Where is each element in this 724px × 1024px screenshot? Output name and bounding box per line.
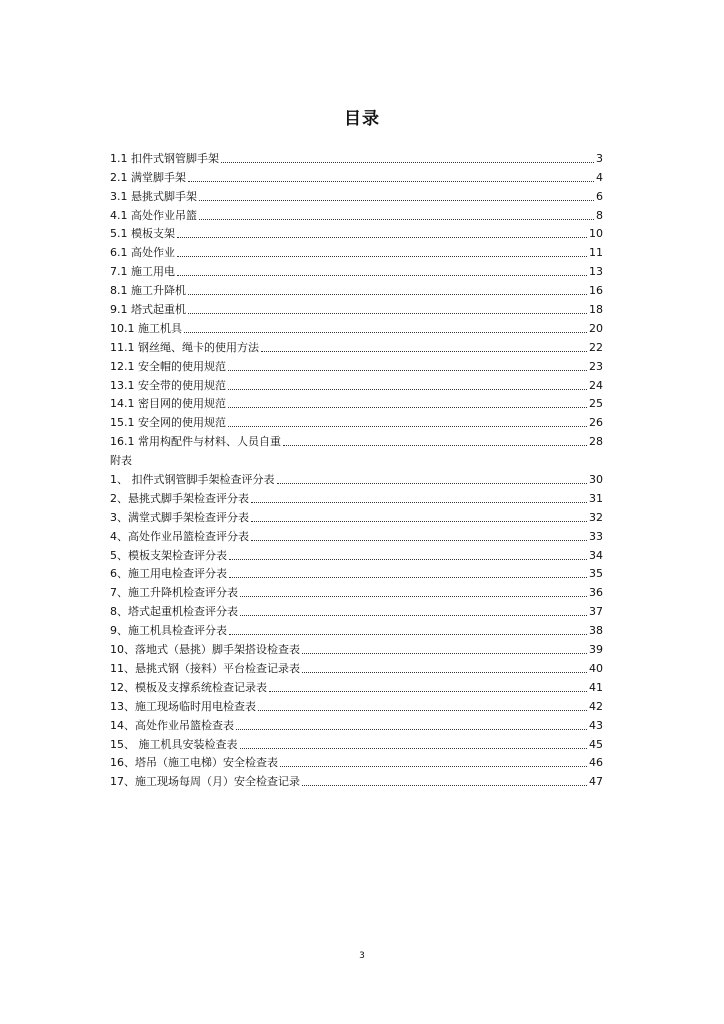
toc-entry[interactable] [110,544,603,563]
toc-leader-dots [258,709,587,711]
toc-leader-dots [229,558,587,560]
toc-entry[interactable] [110,430,603,449]
toc-leader-dots [229,576,587,578]
toc-leader-dots [177,255,587,257]
toc-entry-title: 12.1 安全帽的使用规范 [110,359,226,373]
toc-entry-title: 15、 施工机具安装检查表 [110,737,238,751]
toc-entry-title: 9、施工机具检查评分表 [110,624,227,638]
toc-entry-page: 42 [589,699,603,713]
toc-entry-title: 1.1 扣件式钢管脚手架 [110,151,219,165]
toc-entry[interactable] [110,563,603,582]
toc-entry-title: 4、高处作业吊篮检查评分表 [110,529,249,543]
toc-leader-dots [251,501,587,503]
toc-leader-dots [228,425,587,427]
toc-entry[interactable] [110,752,603,771]
toc-entry-title: 10.1 施工机具 [110,321,182,335]
toc-entry-title: 6、施工用电检查评分表 [110,567,227,581]
toc-entry-title: 16、塔吊（施工电梯）安全检查表 [110,756,278,770]
toc-entry[interactable] [110,298,603,317]
toc-entry-title: 5、模板支架检查评分表 [110,548,227,562]
toc-leader-dots [277,482,588,484]
toc-entry-page: 26 [589,416,603,430]
toc-entry[interactable] [110,336,603,355]
toc-leader-dots [228,388,587,390]
toc-leader-dots [184,331,587,333]
toc-entry-title: 14、高处作业吊篮检查表 [110,718,234,732]
toc-entry[interactable] [110,525,603,544]
toc-entry-title: 12、模板及支撑系统检查记录表 [110,680,267,694]
toc-entry-page: 33 [589,529,603,543]
toc-entry-title: 5.1 模板支架 [110,227,175,241]
toc-entry-page: 13 [589,265,603,279]
toc-entry[interactable] [110,317,603,336]
toc-entry-page: 11 [589,246,603,260]
toc-entry-title: 13.1 安全带的使用规范 [110,378,226,392]
toc-leader-dots [188,312,587,314]
toc-entry-title: 11.1 钢丝绳、绳卡的使用方法 [110,340,259,354]
toc-entry[interactable] [110,487,603,506]
toc-entry-page: 39 [589,643,603,657]
toc-entry[interactable] [110,714,603,733]
toc-entry-page: 24 [589,378,603,392]
toc-title: 目录 [344,109,380,129]
toc-entry-title: 3.1 悬挑式脚手架 [110,189,197,203]
toc-entry-page: 31 [589,491,603,505]
toc-leader-dots [302,652,587,654]
toc-entry-page: 46 [589,756,603,770]
table-of-contents [110,147,603,789]
toc-entry-title: 8.1 施工升降机 [110,284,186,298]
toc-entry-page: 3 [596,151,603,165]
toc-leader-dots [221,161,594,163]
toc-entry[interactable] [110,185,603,204]
toc-entry[interactable] [110,695,603,714]
toc-entry-page: 32 [589,510,603,524]
toc-entry-title: 4.1 高处作业吊篮 [110,208,197,222]
toc-entry-page: 23 [589,359,603,373]
toc-entry-title: 13、施工现场临时用电检查表 [110,699,256,713]
toc-entry-title: 7、施工升降机检查评分表 [110,586,238,600]
toc-entry[interactable] [110,657,603,676]
toc-entry[interactable] [110,204,603,223]
toc-leader-dots [240,595,587,597]
toc-entry[interactable] [110,393,603,412]
toc-entry[interactable] [110,468,603,487]
toc-leader-dots [228,369,587,371]
toc-entry-page: 45 [589,737,603,751]
toc-entry-title: 2.1 满堂脚手架 [110,170,186,184]
toc-entry-page: 8 [596,208,603,222]
toc-entry[interactable] [110,223,603,242]
toc-entry-page: 28 [589,435,603,449]
toc-entry[interactable] [110,241,603,260]
toc-entry-page: 34 [589,548,603,562]
toc-leader-dots [283,444,587,446]
page-number: 3 [359,951,365,961]
toc-entry-title: 6.1 高处作业 [110,246,175,260]
toc-entry-page: 43 [589,718,603,732]
toc-appendix-section [110,468,603,789]
toc-entry-title: 7.1 施工用电 [110,265,175,279]
toc-leader-dots [269,690,587,692]
toc-entry-page: 36 [589,586,603,600]
toc-leader-dots [199,218,594,220]
toc-entry[interactable] [110,581,603,600]
toc-entry[interactable] [110,676,603,695]
toc-leader-dots [261,350,587,352]
toc-main-section [110,147,603,449]
toc-entry[interactable] [110,355,603,374]
toc-entry[interactable] [110,260,603,279]
toc-entry[interactable] [110,770,603,789]
toc-entry-title: 11、悬挑式钢（接料）平台检查记录表 [110,661,300,675]
toc-leader-dots [188,293,587,295]
toc-entry-title: 9.1 塔式起重机 [110,303,186,317]
toc-leader-dots [199,199,594,201]
toc-entry[interactable] [110,506,603,525]
toc-entry-title: 17、施工现场每周（月）安全检查记录 [110,775,300,789]
toc-entry[interactable] [110,279,603,298]
toc-entry-page: 35 [589,567,603,581]
toc-entry-page: 38 [589,624,603,638]
toc-entry-title: 3、满堂式脚手架检查评分表 [110,510,249,524]
toc-leader-dots [251,539,587,541]
toc-entry-page: 47 [589,775,603,789]
toc-entry-page: 6 [596,189,603,203]
toc-leader-dots [177,274,587,276]
toc-entry-title: 8、塔式起重机检查评分表 [110,605,238,619]
toc-entry[interactable] [110,600,603,619]
toc-leader-dots [240,747,588,749]
toc-leader-dots [177,236,587,238]
toc-leader-dots [188,180,594,182]
toc-entry-page: 25 [589,397,603,411]
toc-leader-dots [228,406,587,408]
toc-entry-title: 15.1 安全网的使用规范 [110,416,226,430]
toc-entry-title: 2、悬挑式脚手架检查评分表 [110,491,249,505]
toc-entry-page: 22 [589,340,603,354]
toc-leader-dots [302,784,587,786]
toc-leader-dots [280,765,587,767]
toc-entry-page: 37 [589,605,603,619]
toc-entry-page: 4 [596,170,603,184]
toc-leader-dots [302,671,587,673]
toc-entry-title: 14.1 密目网的使用规范 [110,397,226,411]
toc-entry-page: 16 [589,284,603,298]
appendix-heading: 附表 [110,454,132,468]
toc-leader-dots [240,614,587,616]
toc-entry[interactable] [110,619,603,638]
toc-entry-title: 1、 扣件式钢管脚手架检查评分表 [110,473,275,487]
toc-entry[interactable] [110,166,603,185]
toc-entry-title: 10、落地式（悬挑）脚手架搭设检查表 [110,643,300,657]
toc-entry-page: 18 [589,303,603,317]
toc-leader-dots [251,520,587,522]
toc-entry[interactable] [110,638,603,657]
toc-entry-page: 20 [589,321,603,335]
toc-entry[interactable] [110,411,603,430]
toc-entry-title: 16.1 常用构配件与材料、人员自重 [110,435,281,449]
toc-entry[interactable] [110,374,603,393]
toc-entry[interactable] [110,733,603,752]
toc-entry[interactable] [110,147,603,166]
toc-entry-page: 40 [589,661,603,675]
toc-entry-page: 41 [589,680,603,694]
toc-leader-dots [236,728,587,730]
toc-leader-dots [229,633,587,635]
toc-entry-page: 30 [589,473,603,487]
toc-entry-page: 10 [589,227,603,241]
